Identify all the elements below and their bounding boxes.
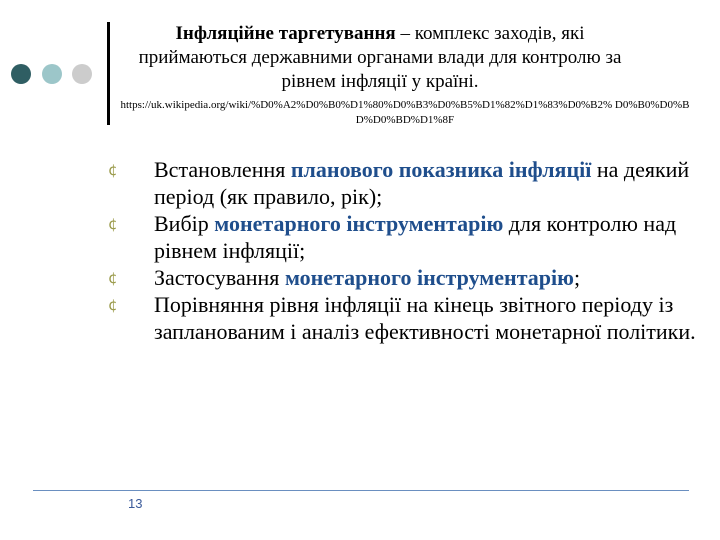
bullet-marker-icon: ¢: [108, 269, 118, 287]
bullet-item: ¢ Встановлення планового показника інфляції на деякий період (як правило, рік);: [108, 157, 690, 209]
bullet-marker-icon: ¢: [108, 215, 118, 233]
title-divider-line: [107, 22, 110, 125]
highlighted-term: монетарного інструментарію: [214, 211, 504, 236]
bullet-item: ¢ Застосування монетарного інструментарію;: [108, 265, 581, 290]
highlighted-term: планового показника інфляції: [290, 157, 592, 182]
source-url[interactable]: https://uk.wikipedia.org/wiki/%D0%A2%D0%B0%D1%80%D0%B3%D0%B5%D1%82%D1%83%D0%B2% D0%B0%D0%BD%D0%BD%D1%8F: [120, 99, 690, 126]
bullet-item: ¢ Порівняння рівня інфляції на кінець звітного періоду із запланованим і аналіз ефективності монетарної політики.: [108, 292, 696, 344]
footer-divider: [33, 490, 689, 491]
slide-title: [120, 22, 640, 94]
decorative-dot-teal: [42, 64, 62, 84]
highlighted-term: монетарного інструментарію: [284, 265, 574, 290]
bullet-item: ¢ Вибір монетарного інструментарію для контролю над рівнем інфляції;: [108, 211, 677, 263]
page-number: 13: [128, 496, 143, 511]
bullet-marker-icon: ¢: [108, 161, 118, 179]
title-definition: – комплекс заходів, які приймаються державними органами влади для контролю за рівнем інфляції у країні.: [138, 23, 622, 92]
bullet-marker-icon: ¢: [108, 296, 118, 314]
decorative-dot-dark: [11, 64, 31, 84]
title-term: Інфляційне таргетування: [175, 23, 396, 44]
decorative-dot-gray: [72, 64, 92, 84]
bullet-list: [108, 156, 708, 345]
